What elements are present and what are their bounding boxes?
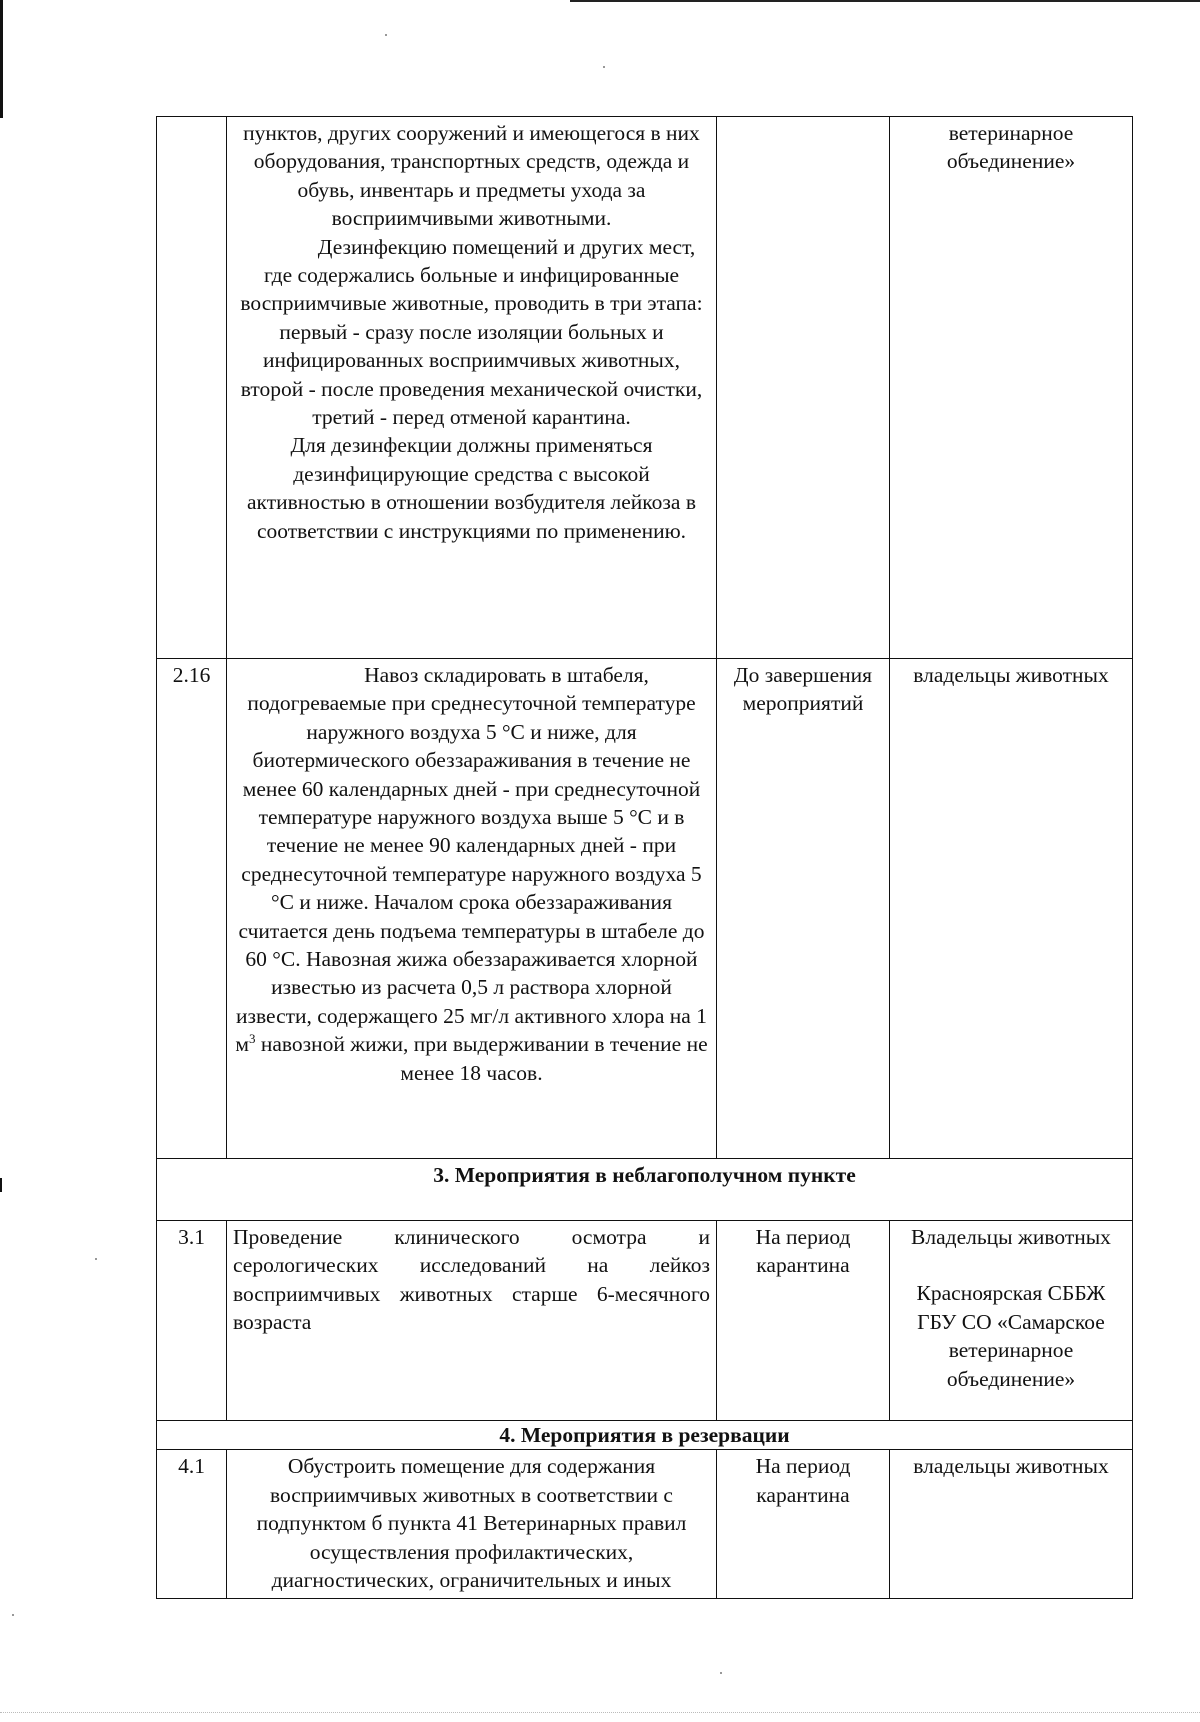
scan-speck [95,1258,97,1260]
table-row [157,117,1133,659]
row-number: 3.1 [157,1221,227,1421]
table-row [157,659,1133,1159]
superscript: 3 [248,1031,256,1047]
measure-paragraph [233,661,710,1087]
measure-text-tail: навозной жижи, при выдерживании в течение не менее 18 часов. [255,1032,708,1085]
row-number: 2.16 [157,659,227,1159]
responsible-cell: ветеринарное объединение» [890,117,1133,659]
scan-margin-mark [0,0,3,118]
scan-speck [603,66,605,68]
measure-text [227,659,717,1159]
scan-speck [385,34,387,36]
table-row [157,1450,1133,1599]
row-number: 4.1 [157,1450,227,1599]
measure-text: Обустроить помещение для содержания восприимчивых животных в соответствии с подпунктом б пункта 41 Ветеринарных правил осуществления профилактических, диагностических, ограничительных и иных [227,1450,717,1599]
spacer [896,1251,1126,1279]
scan-bottom-edge [0,1712,1200,1713]
scan-speck [12,1614,14,1616]
deadline-cell: До завершения мероприятий [717,659,890,1159]
measure-text-main: Навоз складировать в штабеля, подогреваемые при среднесуточной температуре наружного воздуха 5 °С и ниже, для биотермического обеззараживания в течение не менее 60 календарных дней - при среднесуточной температуре наружного воздуха выше 5 °С и в течение не менее 90 календарных дней - при среднесуточной температуре наружного воздуха 5 °С и ниже. Началом срока обеззараживания считается день подъема температуры в штабеле до 60 °С. Навозная жижа обеззараживается хлорной известью из расчета 0,5 л раствора хлорной извести, содержащего 25 мг/л активного хлора на 1 м [235,663,707,1057]
measure-paragraph: Для дезинфекции должны применяться дезинфицирующие средства с высокой активностью в отношении возбудителя лейкоза в соответствии с инструкциями по применению. [247,433,696,543]
scan-speck [720,1672,722,1674]
measure-paragraph: пунктов, других сооружений и имеющегося в них оборудования, транспортных средств, одежда и обувь, инвентарь и предметы ухода за восприимчивыми животными. [243,121,700,231]
scan-edge-line [570,0,1200,2]
responsible-cell [890,1221,1133,1421]
responsible-cell: владельцы животных [890,1450,1133,1599]
section-title: 4. Мероприятия в резервации [157,1421,1133,1450]
measures-table [156,116,1133,1599]
deadline-cell: На период карантина [717,1221,890,1421]
table-row [157,1221,1133,1421]
measure-text [227,117,717,659]
responsible-cell: владельцы животных [890,659,1133,1159]
responsible-owners: Владельцы животных [911,1225,1111,1249]
measure-paragraph: Дезинфекцию помещений и других мест, где содержались больные и инфицированные восприимчивые животные, проводить в три этапа: первый - сразу после изоляции больных и инфицированных восприимчивых животных, второй - после проведения механической очистки, третий - перед отменой карантина. [240,234,703,430]
measure-text: Проведение клинического осмотра и серологических исследований на лейкоз восприимчивых животных старше 6-месячного возраста [227,1221,717,1421]
deadline-cell [717,117,890,659]
responsible-agency: Красноярская СББЖ ГБУ СО «Самарское ветеринарное объединение» [916,1281,1106,1391]
section-heading-row [157,1421,1133,1450]
section-title: 3. Мероприятия в неблагополучном пункте [157,1159,1133,1221]
row-number [157,117,227,659]
section-heading-row [157,1159,1133,1221]
scan-margin-mark [0,1178,2,1192]
deadline-cell: На период карантина [717,1450,890,1599]
